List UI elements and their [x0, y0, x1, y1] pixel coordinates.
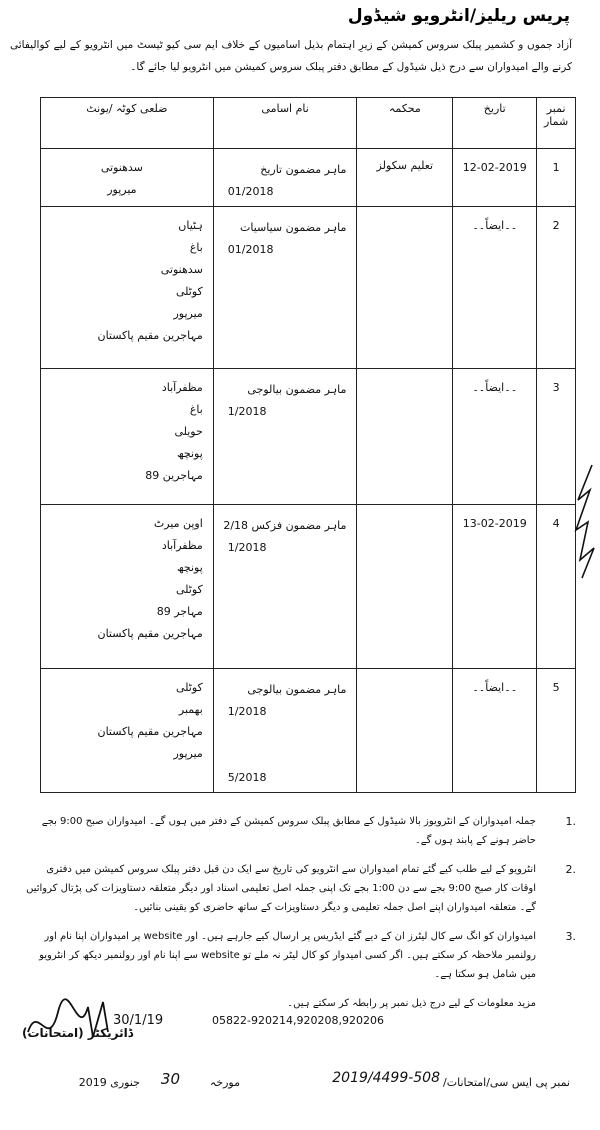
note-number: 3.	[565, 930, 576, 943]
row-serial: 2	[537, 207, 576, 369]
table-row	[41, 505, 576, 669]
district-item: مہاجرین مقیم پاکستان	[97, 627, 203, 640]
post-title: ماہر مضمون سیاسیات	[239, 221, 347, 234]
contact-phones: 05822-920214,920208,920206	[212, 1014, 384, 1027]
table-row	[41, 207, 576, 369]
intro-paragraph: آزاد جموں و کشمیر پبلک سروس کمیشن کے زیرِ اہتمام بذیل اسامیوں کے خلاف ایم سی کیو ٹیسٹ میں انٹرویو کے لیے کوالیفائی کرنے والے امیدواران سے درج ذیل شیڈول کے مطابق دفتر پبلک سروس کمیشن میں انٹرویو لیا جائے گا۔	[10, 39, 572, 73]
header-serial: نمبر شمار	[537, 98, 576, 149]
district-item: مہاجرین مقیم پاکستان	[97, 329, 203, 342]
district-item: کوٹلی	[176, 285, 203, 298]
row-date: ۔۔ایضاً۔۔	[453, 669, 537, 793]
district-item: میرپور	[107, 183, 137, 196]
district-item: کوٹلی	[176, 681, 203, 694]
director-designation: ڈائریکٹر (امتحانات)	[22, 1026, 134, 1040]
advert-number: 1/2018	[227, 405, 267, 418]
row-district-quota	[41, 207, 214, 369]
post-title: ماہر مضمون فزکس 2/18	[223, 519, 347, 532]
interview-schedule-table	[40, 97, 576, 793]
advert-number: 1/2018	[227, 705, 267, 718]
post-title: ماہر مضمون بیالوجی	[247, 683, 347, 696]
reference-label: نمبر پی ایس سی/امتحانات/	[443, 1076, 570, 1089]
district-item: سدھنوتی	[100, 161, 143, 174]
district-item: مہاجرین مقیم پاکستان	[97, 725, 203, 738]
row-district-quota	[41, 669, 214, 793]
row-post-name	[213, 669, 357, 793]
table-row	[41, 669, 576, 793]
note-number: 1.	[565, 815, 576, 828]
post-title: ماہر مضمون تاریخ	[260, 163, 347, 176]
row-department	[357, 505, 453, 669]
row-department: تعلیم سکولز	[357, 149, 453, 207]
district-item: میرپور	[173, 747, 203, 760]
signature-date: 30/1/19	[113, 1013, 164, 1028]
row-district-quota	[41, 369, 214, 505]
district-item: ہٹیاں	[178, 219, 203, 232]
row-department	[357, 207, 453, 369]
note-number: 2.	[565, 863, 576, 876]
header-department: محکمہ	[357, 98, 453, 149]
spacer-line	[214, 745, 347, 767]
row-department	[357, 369, 453, 505]
reference-number: 2019/4499-508	[332, 1070, 440, 1086]
row-district-quota	[41, 149, 214, 207]
spacer-line	[214, 723, 347, 745]
note-text: انٹرویو کے لیے طلب کیے گئے تمام امیدواران سے انٹرویو کی تاریخ سے ایک دن قبل دفتر پبلک سروس کمیشن میں دفتری اوقات کار صبح 9:00 بجے سے دن 1:00 بجے تک اپنی جملہ اصل تعلیمی اسناد اور دیگر متعلقہ دستاویزات کی پڑتال کروائیں گے۔ متعلقہ امیدواران اپنے اصل جملہ تعلیمی و دیگر دستاویزات کے ساتھ حاضری کو یقینی بنائیں۔	[26, 864, 536, 913]
district-item: باغ	[189, 403, 203, 416]
date-day: 30	[160, 1070, 180, 1088]
row-post-name	[213, 505, 357, 669]
district-item: مظفرآباد	[161, 539, 203, 552]
row-serial: 4	[537, 505, 576, 669]
district-item: پونچھ	[176, 561, 203, 574]
district-item: مظفرآباد	[161, 381, 203, 394]
header-post-name: نام اسامی	[213, 98, 357, 149]
note-item	[20, 860, 576, 917]
post-title: ماہر مضمون بیالوجی	[247, 383, 347, 396]
advert-number: 01/2018	[227, 243, 274, 256]
table-header-row	[41, 98, 576, 149]
district-item: کوٹلی	[176, 583, 203, 596]
row-serial: 5	[537, 669, 576, 793]
district-item: مہاجرین 89	[145, 469, 203, 482]
row-date: 13-02-2019	[453, 505, 537, 669]
note-item	[20, 812, 576, 850]
advert-number: 1/2018	[227, 541, 267, 554]
reference-line	[30, 1068, 570, 1098]
district-item: اوپن میرٹ	[153, 517, 203, 530]
row-post-name	[213, 149, 357, 207]
date-month-year: جنوری 2019	[78, 1076, 140, 1089]
district-item: حویلی	[174, 425, 203, 438]
header-district-quota: ضلعی کوٹہ /یونٹ	[41, 98, 214, 149]
row-date: ۔۔ایضاً۔۔	[453, 369, 537, 505]
note-text: امیدواران کو انگ سے کال لیٹرز ان کے دیے گئے ایڈریس پر ارسال کیے جارہے ہیں۔ اور website پر امیدواران اپنا نام اور رولنمبر ملاحظہ کر سکتے ہیں۔ اگر کسی امیدوار کو کال لیٹر نہ ملے تو website سے اپنا نام اور رولنمبر دیکھ کر انٹرویو میں شامل ہو سکتا ہے۔	[39, 931, 536, 980]
page-title: پریس ریلیز/انٹرویو شیڈول	[347, 6, 570, 26]
row-serial: 3	[537, 369, 576, 505]
district-item: باغ	[189, 241, 203, 254]
row-post-name	[213, 207, 357, 369]
advert-number: 01/2018	[227, 185, 274, 198]
row-post-name	[213, 369, 357, 505]
district-item: پونچھ	[176, 447, 203, 460]
row-serial: 1	[537, 149, 576, 207]
row-district-quota	[41, 505, 214, 669]
table-row	[41, 369, 576, 505]
row-department	[357, 669, 453, 793]
district-item: سدھنوتی	[160, 263, 203, 276]
row-date: 12-02-2019	[453, 149, 537, 207]
dated-label: مورخہ	[209, 1076, 240, 1089]
district-item: بھمبر	[178, 703, 203, 716]
row-date: ۔۔ایضاً۔۔	[453, 207, 537, 369]
district-item: میرپور	[173, 307, 203, 320]
contact-label: مزید معلومات کے لیے درج ذیل نمبر پر رابطہ کر سکتے ہیں۔	[287, 998, 536, 1009]
district-item: مہاجر 89	[156, 605, 203, 618]
header-date: تاریخ	[453, 98, 537, 149]
margin-signature	[572, 460, 598, 580]
note-text: جملہ امیدواران کے انٹرویوز بالا شیڈول کے مطابق پبلک سروس کمیشن کے دفتر میں ہوں گے۔ امیدواران صبح 9:00 بجے حاضر ہونے کے پابند ہوں گے۔	[41, 816, 536, 846]
advert-number: 5/2018	[227, 771, 267, 784]
note-item	[20, 927, 576, 984]
table-row	[41, 149, 576, 207]
